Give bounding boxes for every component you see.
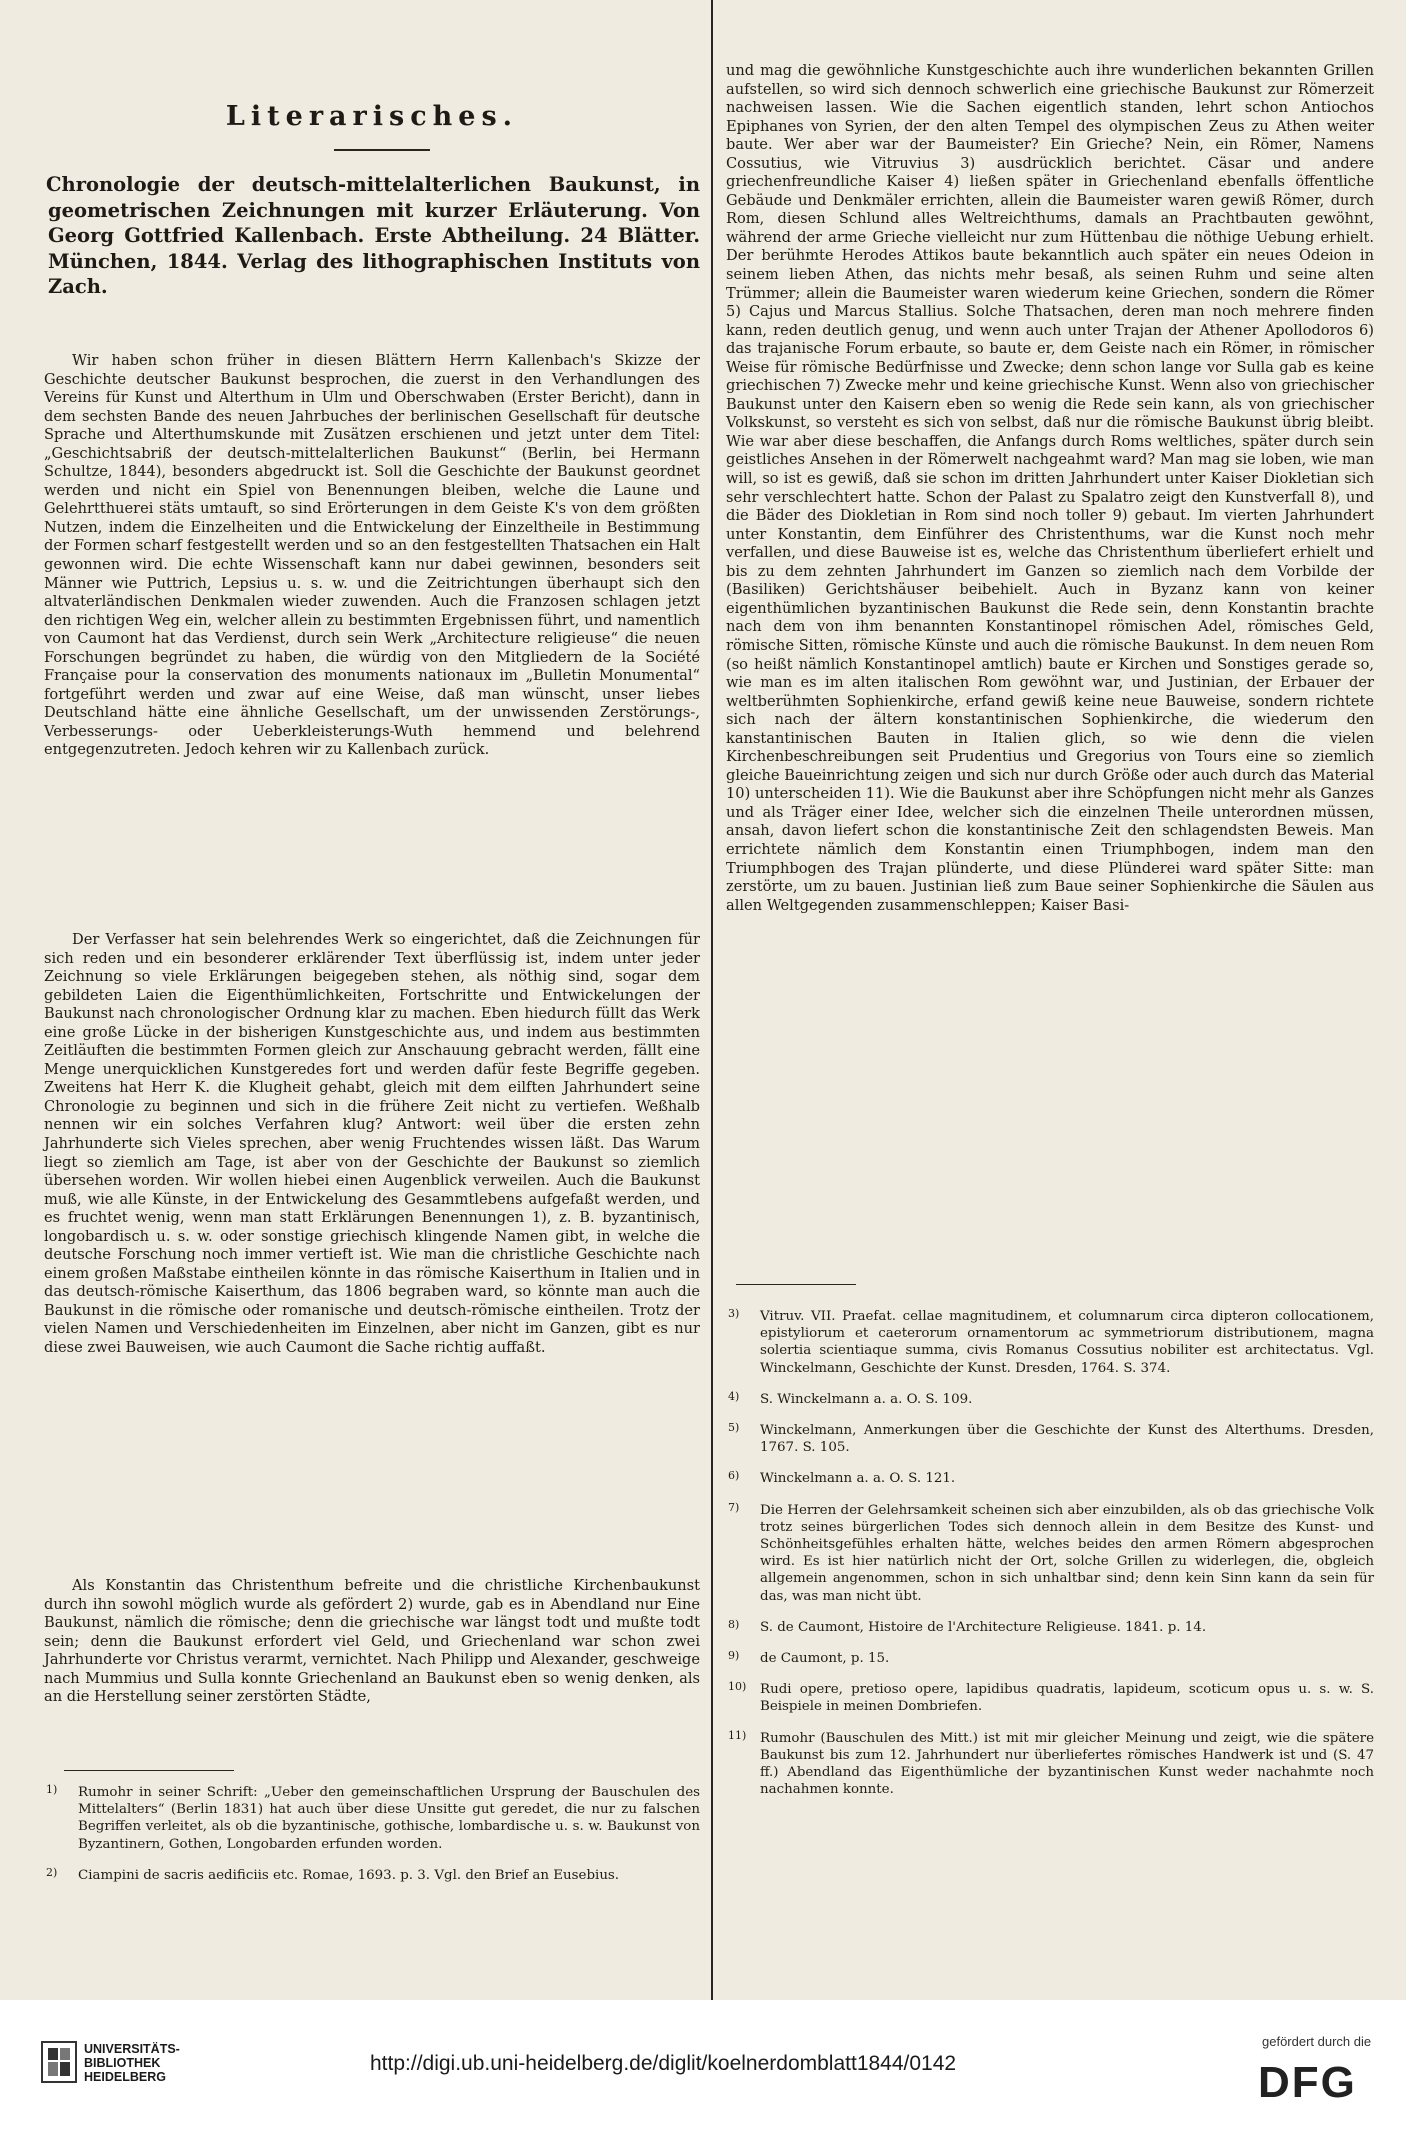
section-heading: Literarisches. bbox=[225, 101, 519, 132]
footnote-number: 2) bbox=[46, 1865, 58, 1879]
source-url[interactable]: http://digi.ub.uni-heidelberg.de/diglit/koelnerdomblatt1844/0142 bbox=[370, 2052, 957, 2075]
footnote-text: Ciampini de sacris aedificiis etc. Romae, 1693. p. 3. Vgl. den Brief an Eusebius. bbox=[78, 1867, 620, 1883]
university-seal-icon bbox=[40, 2040, 78, 2084]
footnote bbox=[726, 1391, 1374, 1408]
library-name bbox=[84, 2042, 180, 2084]
paragraph-2: Der Verfasser hat sein belehrendes Werk so eingerichtet, daß die Zeichnungen für sich reden und ein besonderer erklärender Text überflüssig ist, indem unter jeder Zeichnung so viele Erklärungen beigegeben stehen, als nöthig sind, sogar dem gebildeten Laien die Eigenthümlichkeiten, Fortschritte und Entwickelungen der Baukunst nach chronologischer Ordnung klar zu machen. Eben hiedurch füllt das Werk eine große Lücke in der bisherigen Kunstgeschichte aus, und indem aus bestimmten Zeitläuften die bestimmten Formen gleich zur Anschauung gebracht werden, fällt eine Menge unerquicklichen Kunstgeredes fort und werden dafür feste Begriffe gegeben. Zweitens hat Herr K. die Klugheit gehabt, gleich mit dem eilften Jahrhundert seine Chronologie zu beginnen und sich in die frühere Zeit nicht zu vertiefen. Weßhalb nennen wir ein solches Verfahren klug? Antwort: weil über die ersten zehn Jahrhunderte sich Vieles sprechen, aber wenig Fruchtendes wissen läßt. Das Warum liegt so ziemlich am Tage, ist aber von der Geschichte der Baukunst so ziemlich übersehen worden. Wir wollen hiebei einen Augenblick verweilen. Auch die Baukunst muß, wie alle Künste, in der Entwickelung des Gesammtlebens aufgefaßt werden, und es fruchtet wenig, wenn man statt Erklärungen Benennungen 1), z. B. byzantinisch, longobardisch u. s. w. oder sonstige griechisch klingende Namen gibt, in welche die deutsche Forschung noch immer vertieft ist. Wie man die christliche Geschichte nach einem großen Maßstabe eintheilen könnte in das römische Kaiserthum in Italien und in das deutsch-römische Kaiserthum, das 1806 begraben ward, so könnte man auch die Baukunst in die römische oder romanische und deutsch-römische eintheilen. Trotz der vielen Namen und Verschiedenheiten im Einzelnen, aber nicht im Ganzen, gibt es nur diese zwei Bauweisen, wie auch Caumont die Sache richtig auffaßt. bbox=[44, 931, 700, 1357]
footnote-number: 1) bbox=[46, 1783, 58, 1796]
footnote bbox=[726, 1681, 1374, 1715]
footnote bbox=[726, 1470, 1374, 1487]
footnote-number: 9) bbox=[728, 1649, 740, 1663]
footnote-number: 8) bbox=[728, 1617, 740, 1631]
footnotes-left bbox=[44, 1784, 700, 1884]
library-name-line: UNIVERSITÄTS- bbox=[84, 2042, 180, 2056]
footnote bbox=[726, 1650, 1374, 1667]
footnote-text: Rumohr in seiner Schrift: „Ueber den gemeinschaftlichen Ursprung der Bauschulen des Mittelalters“ (Berlin 1831) hat auch über diese Unsitte gut geredet, die nur zu falschen Begriffen verleitet, als ob die byzantinische, gothische, lombardische u. s. w. Baukunst von Byzantinern, Gothen, Longobarden erfunden worden. bbox=[78, 1785, 700, 1852]
footnote-number: 11) bbox=[728, 1728, 747, 1742]
footnote-text: Rudi opere, pretioso opere, lapidibus quadratis, lapideum, scoticum opus u. s. w. S. Beispiele in meinen Dombriefen. bbox=[760, 1682, 1374, 1715]
footnote bbox=[726, 1422, 1374, 1456]
footnote-number: 4) bbox=[728, 1389, 740, 1403]
footnote-text: S. de Caumont, Histoire de l'Architecture Religieuse. 1841. p. 14. bbox=[760, 1619, 1207, 1635]
footnote-number: 7) bbox=[728, 1500, 740, 1514]
digitization-footer bbox=[0, 2000, 1406, 2146]
paragraph-1: Wir haben schon früher in diesen Blättern Herrn Kallenbach's Skizze der Geschichte deutscher Baukunst besprochen, die zuerst in den Verhandlungen des Vereins für Kunst und Alterthum in Ulm und Oberschwaben (Erster Bericht), dann in dem sechsten Bande des neuen Jahrbuches der berlinischen Gesellschaft für deutsche Sprache und Alterthumskunde mit Zusätzen erschienen und jetzt unter dem Titel: „Geschichtsabriß der deutsch-mittelalterlichen Baukunst“ (Berlin, bei Hermann Schultze, 1844), besonders abgedruckt ist. Soll die Geschichte der Baukunst geordnet werden und nicht ein Spiel von Benennungen bleiben, welche die Laune und Gelehrtthuerei stäts umtauft, so sind Erörterungen in dem Geiste K's von dem größten Nutzen, indem die Einzelheiten und die Entwickelung der Einzeltheile in Bestimmung der Formen scharf festgestellt werden und so an den festgestellten Thatsachen ein Halt gewonnen wird. Die echte Wissenschaft kann nur dabei gewinnen, besonders seit Männer wie Puttrich, Lepsius u. s. w. und die Zeitrichtungen überhaupt sich den altvaterländischen Denkmalen wieder zuwenden. Auch die Franzosen schlagen jetzt den richtigen Weg ein, welcher allein zu bestimmten Ergebnissen führt, und namentlich von Caumont hat das Verdienst, durch sein Werk „Architecture religieuse“ die neuen Forschungen begründet zu haben, die würdig von den Mitgliedern de la Société Française pour la conservation des monuments nationaux im „Bulletin Monumental“ fortgeführt werden und zwar auf eine Weise, daß man wünscht, unser liebes Deutschland hätte eine ähnliche Gesellschaft, um der unwissenden Zerstörungs-, Verbesserungs- oder Ueberkleisterungs-Wuth hemmend und belehrend entgegenzutreten. Jedoch kehren wir zu Kallenbach zurück. bbox=[44, 352, 700, 759]
footnote bbox=[726, 1502, 1374, 1605]
left-column bbox=[44, 0, 700, 2000]
footnote-text: Vitruv. VII. Praefat. cellae magnitudinem, et columnarum circa dipteron collocationem, epistyliorum et caeterorum ornamentorum ac symmetriorum distributionem, magna solertia scientiaque summa, civis Romanus Cossutius nobiliter est architectatus. Vgl. Winckelmann, Geschichte der Kunst. Dresden, 1764. S. 374. bbox=[760, 1309, 1374, 1376]
footnote-number: 6) bbox=[728, 1469, 740, 1483]
footnote-number: 3) bbox=[728, 1307, 740, 1320]
column-divider bbox=[711, 0, 713, 2000]
footnotes-right bbox=[726, 1308, 1374, 1798]
footnote-number: 5) bbox=[728, 1421, 740, 1435]
footnote-text: S. Winckelmann a. a. O. S. 109. bbox=[760, 1391, 973, 1407]
footnote bbox=[726, 1619, 1374, 1636]
library-name-line: BIBLIOTHEK bbox=[84, 2056, 161, 2070]
heading-rule bbox=[334, 149, 430, 151]
footnote bbox=[44, 1784, 700, 1853]
footnote-number: 10) bbox=[728, 1680, 747, 1694]
footnote-rule-left bbox=[64, 1770, 234, 1771]
footnote-text: Winckelmann, Anmerkungen über die Geschichte der Kunst des Alterthums. Dresden, 1767. S. 105. bbox=[760, 1423, 1374, 1456]
review-title: Chronologie der deutsch-mittelalterlichen Baukunst, in geometrischen Zeichnungen mit kurzer Erläuterung. Von Georg Gottfried Kallenbach. Erste Abtheilung. 24 Blätter. München, 1844. Verlag des lithographischen Instituts von Zach. bbox=[46, 173, 700, 298]
funding-label: gefördert durch die bbox=[1262, 2034, 1372, 2049]
footnote bbox=[726, 1730, 1374, 1799]
library-name-line: HEIDELBERG bbox=[84, 2070, 166, 2084]
footnote-text: de Caumont, p. 15. bbox=[760, 1651, 890, 1667]
paragraph-3: Als Konstantin das Christenthum befreite und die christliche Kirchenbaukunst durch ihn sowohl möglich wurde als gefördert 2) wurde, gab es in Abendland nur Eine Baukunst, nämlich die römische; denn die griechische war längst todt und mußte todt sein; denn die Baukunst erfordert viel Geld, und Griechenland war schon zwei Jahrhunderte vor Christus verarmt, vernichtet. Nach Philipp und Alexander, geschweige nach Mummius und Sulla konnte Griechenland an Baukunst eben so wenig denken, als an die Herstellung seiner zerstörten Städte, bbox=[44, 1577, 700, 1706]
footnote-rule-right bbox=[736, 1284, 856, 1285]
footnote-text: Die Herren der Gelehrsamkeit scheinen sich aber einzubilden, als ob das griechische Volk trotz seines bürgerlichen Todes sich dennoch allein in dem Besitze des Kunst- und Schönheitsgefühles erhalten hätte, welches beides den armen Römern abgesprochen wird. Es ist hier natürlich nicht der Ort, solche Grillen zu widerlegen, die, obgleich allgemein angenommen, schon in sich unhaltbar sind; denn kein Sinn kann da sein für das, was man nicht übt. bbox=[760, 1502, 1374, 1604]
paragraph-4: und mag die gewöhnliche Kunstgeschichte auch ihre wunderlichen bekannten Grillen aufstellen, so wird sich dennoch schwerlich eine griechische Baukunst zur Römerzeit nachweisen lassen. Wie die Sachen eigentlich standen, lehrt schon Antiochos Epiphanes von Syrien, der den alten Tempel des olympischen Zeus zu Athen weiter baute. Wer aber war der Baumeister? Ein Grieche? Nein, ein Römer, Namens Cossutius, wie Vitruvius 3) ausdrücklich berichtet. Cäsar und andere griechenfreundliche Kaiser 4) ließen später in Griechenland ebenfalls öffentliche Gebäude und Denkmäler errichten, allein die Baumeister waren gewiß Römer, durch Rom, diesen Schlund alles Weltreichthums, damals an Prachtbauten gewöhnt, während der arme Grieche vielleicht nur zum Hüttenbau die nöthige Uebung erhielt. Der berühmte Herodes Attikos baute bekanntlich auch später ein neues Odeion in seinem lieben Athen, das nichts mehr besaß, als seinen Ruhm und seine alten Trümmer; allein die Baumeister waren wiederum keine Griechen, sondern die Römer 5) Cajus und Marcus Stallius. Solche Thatsachen, deren man noch mehrere finden kann, reden deutlich genug, und wenn auch unter Trajan der Athener Apollodoros 6) das trajanische Forum erbaute, so baute er, dem Geiste nach ein Römer, in römischer Weise für römische Bedürfnisse und Zwecke; denn schon lange vor Sulla gab es keine griechischen 7) Zwecke mehr und keine griechische Kunst. Wenn also von griechischer Baukunst unter den Kaisern eben so wenig die Rede sein kann, als von griechischer Volkskunst, so versteht es sich von selbst, daß nur die römische Baukunst übrig bleibt. Wie war aber diese beschaffen, die Anfangs durch Roms weltliches, später durch sein geistliches Ansehen in der Römerwelt nachgeahmt ward? Man mag sie loben, wie man will, so ist es gewiß, daß sie schon im dritten Jahrhundert unter Kaiser Diokletian sich sehr verschlechtert hatte. Schon der Palast zu Spalatro zeigt den Kunstverfall 8), und die Bäder des Diokletian in Rom sind noch toller 9) gebaut. Im vierten Jahrhundert unter Konstantin, dem Einführer des Christenthums, war die Kunst noch mehr verfallen, und diese Bauweise ist es, welche das Christenthum überliefert erhielt und bis zu dem zehnten Jahrhundert im Ganzen so ziemlich nach dem Vorbilde der (Basiliken) Gerichtshäuser beibehielt. Auch in Byzanz kann von keiner eigenthümlichen byzantinischen Baukunst die Rede sein, denn Konstantin brachte nach dem von ihm benannten Konstantinopel römischen Adel, römisches Geld, römische Sitten, römische Künste und auch die römische Baukunst. In dem neuen Rom (so heißt nämlich Konstantinopel amtlich) baute er Kirchen und Sonstiges gerade so, wie man es im alten italischen Rom gewöhnt war, und Justinian, der Erbauer der weltberühmten Sophienkirche, erfand gewiß keine neue Bauweise, sondern richtete sich nach der ältern konstantinischen Sophienkirche, die wiederum den kanstantinischen Bauten in Italien glich, so wie denn die vielen Kirchenbeschreibungen seit Prudentius und Gregorius von Tours eine so ziemlich gleiche Baueinrichtung zeigen und sich nur durch Größe oder auch durch das Material 10) unterscheiden 11). Wie die Baukunst aber ihre Schöpfungen nicht mehr als Ganzes und als Träger einer Idee, welcher sich die einzelnen Theile unterordnen müssen, ansah, davon liefert schon die konstantinische Zeit den schlagendsten Beweis. Man errichtete nämlich dem Konstantin einen Triumphbogen, indem man den Triumphbogen des Trajan plünderte, und diese Plünderei ward später Sitte: man zerstörte, um zu bauen. Justinian ließ zum Baue seiner Sophienkirche die Säulen aus allen Weltgegenden zusammenschleppen; Kaiser Basi- bbox=[726, 62, 1374, 914]
footnote bbox=[44, 1867, 700, 1884]
dfg-logo: DFG bbox=[1258, 2058, 1357, 2107]
right-column bbox=[726, 0, 1374, 2000]
footnote-text: Rumohr (Bauschulen des Mitt.) ist mit mir gleicher Meinung und zeigt, wie die spätere Baukunst bis zum 12. Jahrhundert nur überliefertes römisches Handwerk ist und (S. 47 ff.) Abendland das Eigenthümliche der byzantinischen Kunst weder nachahmte noch nachahmen konnte. bbox=[760, 1730, 1374, 1798]
footnote-text: Winckelmann a. a. O. S. 121. bbox=[760, 1471, 956, 1487]
footnote bbox=[726, 1308, 1374, 1377]
